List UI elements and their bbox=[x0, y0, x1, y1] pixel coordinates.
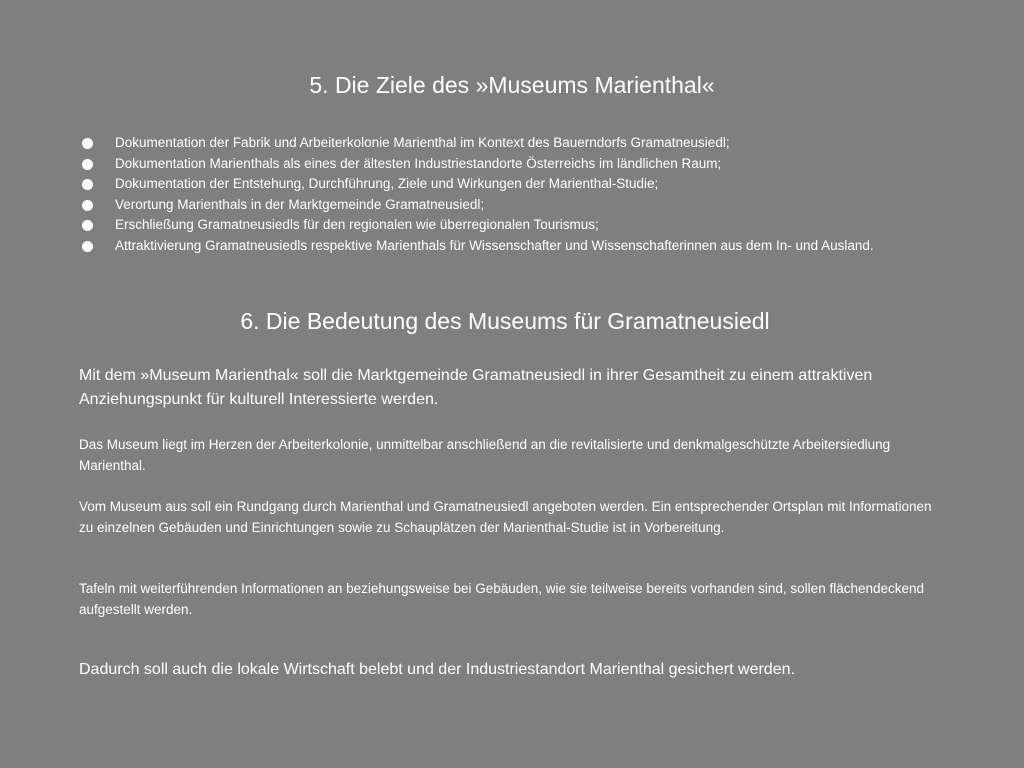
signs-paragraph: Tafeln mit weiterführenden Informationen an beziehungsweise bei Gebäuden, wie sie teilweise bereits vorhanden sind, sollen flächendeckend aufgestellt werden. bbox=[79, 581, 925, 617]
list-item bbox=[79, 215, 949, 236]
list-item bbox=[79, 154, 949, 175]
section-6-title: 6. Die Bedeutung des Museums für Gramatneusiedl bbox=[240, 308, 770, 334]
bullet-icon bbox=[82, 179, 93, 190]
bullet-icon bbox=[82, 138, 93, 149]
list-item-text: Erschließung Gramatneusiedls für den regionalen wie überregionalen Tourismus; bbox=[115, 217, 599, 232]
list-item bbox=[79, 133, 949, 154]
list-item-text: Dokumentation der Fabrik und Arbeiterkolonie Marienthal im Kontext des Bauerndorfs Gramatneusiedl; bbox=[115, 135, 730, 150]
bullet-icon bbox=[82, 159, 93, 170]
location-paragraph: Das Museum liegt im Herzen der Arbeiterkolonie, unmittelbar anschließend an die revitalisierte und denkmalgeschützte Arbeitersiedlung Marienthal. bbox=[79, 437, 891, 473]
bullet-icon bbox=[82, 220, 93, 231]
list-item bbox=[79, 174, 949, 195]
list-item-text: Attraktivierung Gramatneusiedls respektive Marienthals für Wissenschafter und Wissenschafterinnen aus dem In- und Ausland. bbox=[115, 237, 874, 253]
goals-list bbox=[79, 133, 949, 256]
bullet-icon bbox=[82, 200, 93, 211]
list-item bbox=[79, 236, 949, 257]
section-5-title: 5. Die Ziele des »Museums Marienthal« bbox=[309, 72, 715, 98]
bullet-icon bbox=[82, 241, 93, 252]
list-item-text: Verortung Marienthals in der Marktgemeinde Gramatneusiedl; bbox=[115, 196, 485, 212]
tour-paragraph: Vom Museum aus soll ein Rundgang durch Marienthal und Gramatneusiedl angeboten werden. Ein entsprechender Ortsplan mit Informationen zu einzelnen Gebäuden und Einrichtungen sowie zu Schauplätzen der Marienthal-Studie ist in Vorbereitung. bbox=[79, 499, 932, 535]
list-item-text: Dokumentation der Entstehung, Durchführung, Ziele und Wirkungen der Marienthal-Studie; bbox=[115, 176, 659, 191]
intro-paragraph: Mit dem »Museum Marienthal« soll die Marktgemeinde Gramatneusiedl in ihrer Gesamtheit zu einem attraktiven Anziehungspunkt für kulturell Interessierte werden. bbox=[79, 367, 873, 408]
conclusion-paragraph: Dadurch soll auch die lokale Wirtschaft belebt und der Industriestandort Marienthal gesichert werden. bbox=[79, 661, 795, 678]
list-item bbox=[79, 195, 949, 216]
list-item-text: Dokumentation Marienthals als eines der ältesten Industriestandorte Österreichs im ländlichen Raum; bbox=[115, 155, 722, 171]
